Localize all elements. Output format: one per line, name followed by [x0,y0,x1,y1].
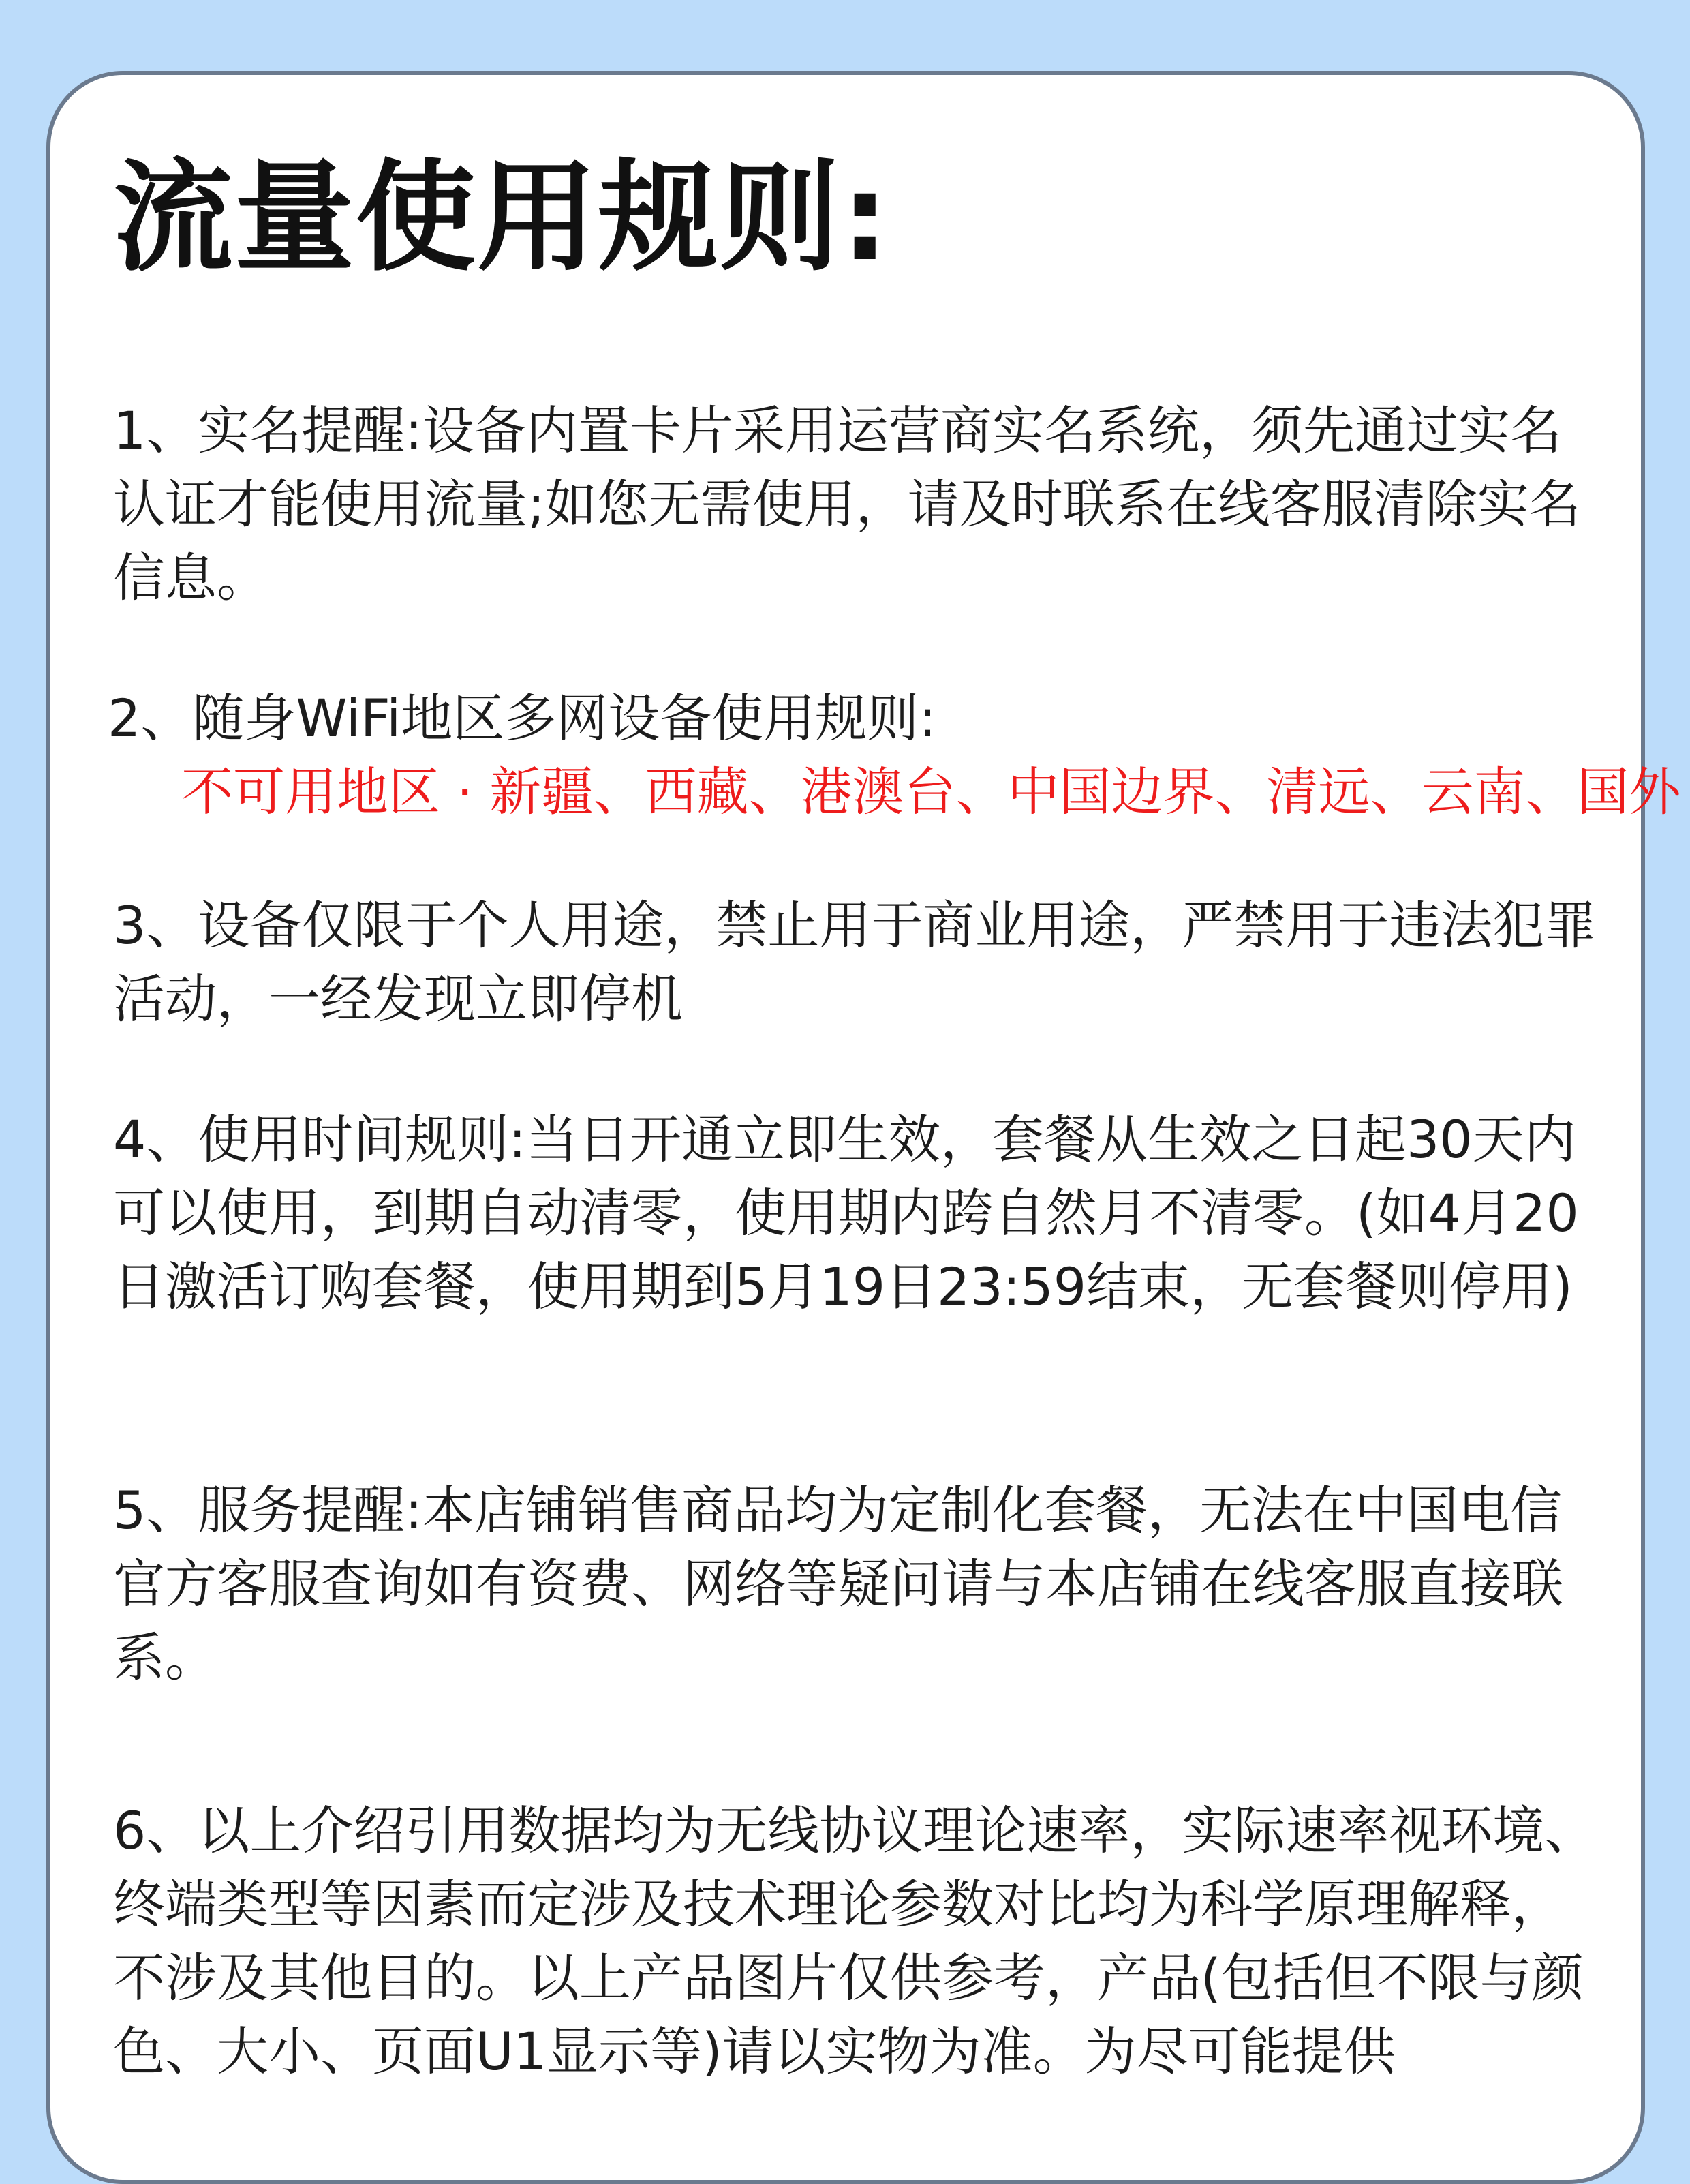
rule-1-real-name: 1、实名提醒:设备内置卡片采用运营商实名系统，须先通过实名认证才能使用流量;如您无需使用，请及时联系在线客服清除实名信息。 [113,400,1581,608]
rule-3-personal-use: 3、设备仅限于个人用途，禁止用于商业用途，严禁用于违法犯罪活动，一经发现立即停机 [113,895,1597,1029]
rule-2-text: 2、随身WiFi地区多网设备使用规则: [108,688,936,748]
rule-5-service-notice: 5、服务提醒:本店铺销售商品均为定制化套餐，无法在中国电信官方客服查询如有资费、网络等疑问请与本店铺在线客服直接联系。 [113,1480,1563,1688]
rule-6-disclaimer: 6、以上介绍引用数据均为无线协议理论速率，实际速率视环境、终端类型等因素而定涉及技术理论参数对比均为科学原理解释，不涉及其他目的。以上产品图片仅供参考，产品(包括但不限与颜色、大小、页面U1显示等)请以实物为准。为尽可能提供 [113,1800,1597,2082]
page-title: 流量使用规则: [113,148,891,288]
rule-2-region [108,682,1681,829]
rule-4-time-rule: 4、使用时间规则:当日开通立即生效，套餐从生效之日起30天内可以使用，到期自动清零，使用期内跨自然月不清零。(如4月20日激活订购套餐，使用期到5月19日23:59结束，无套餐则停用) [113,1109,1579,1317]
restricted-regions: 不可用地区 · 新疆、西藏、港澳台、中国边界、清远、云南、国外 [181,761,1681,822]
